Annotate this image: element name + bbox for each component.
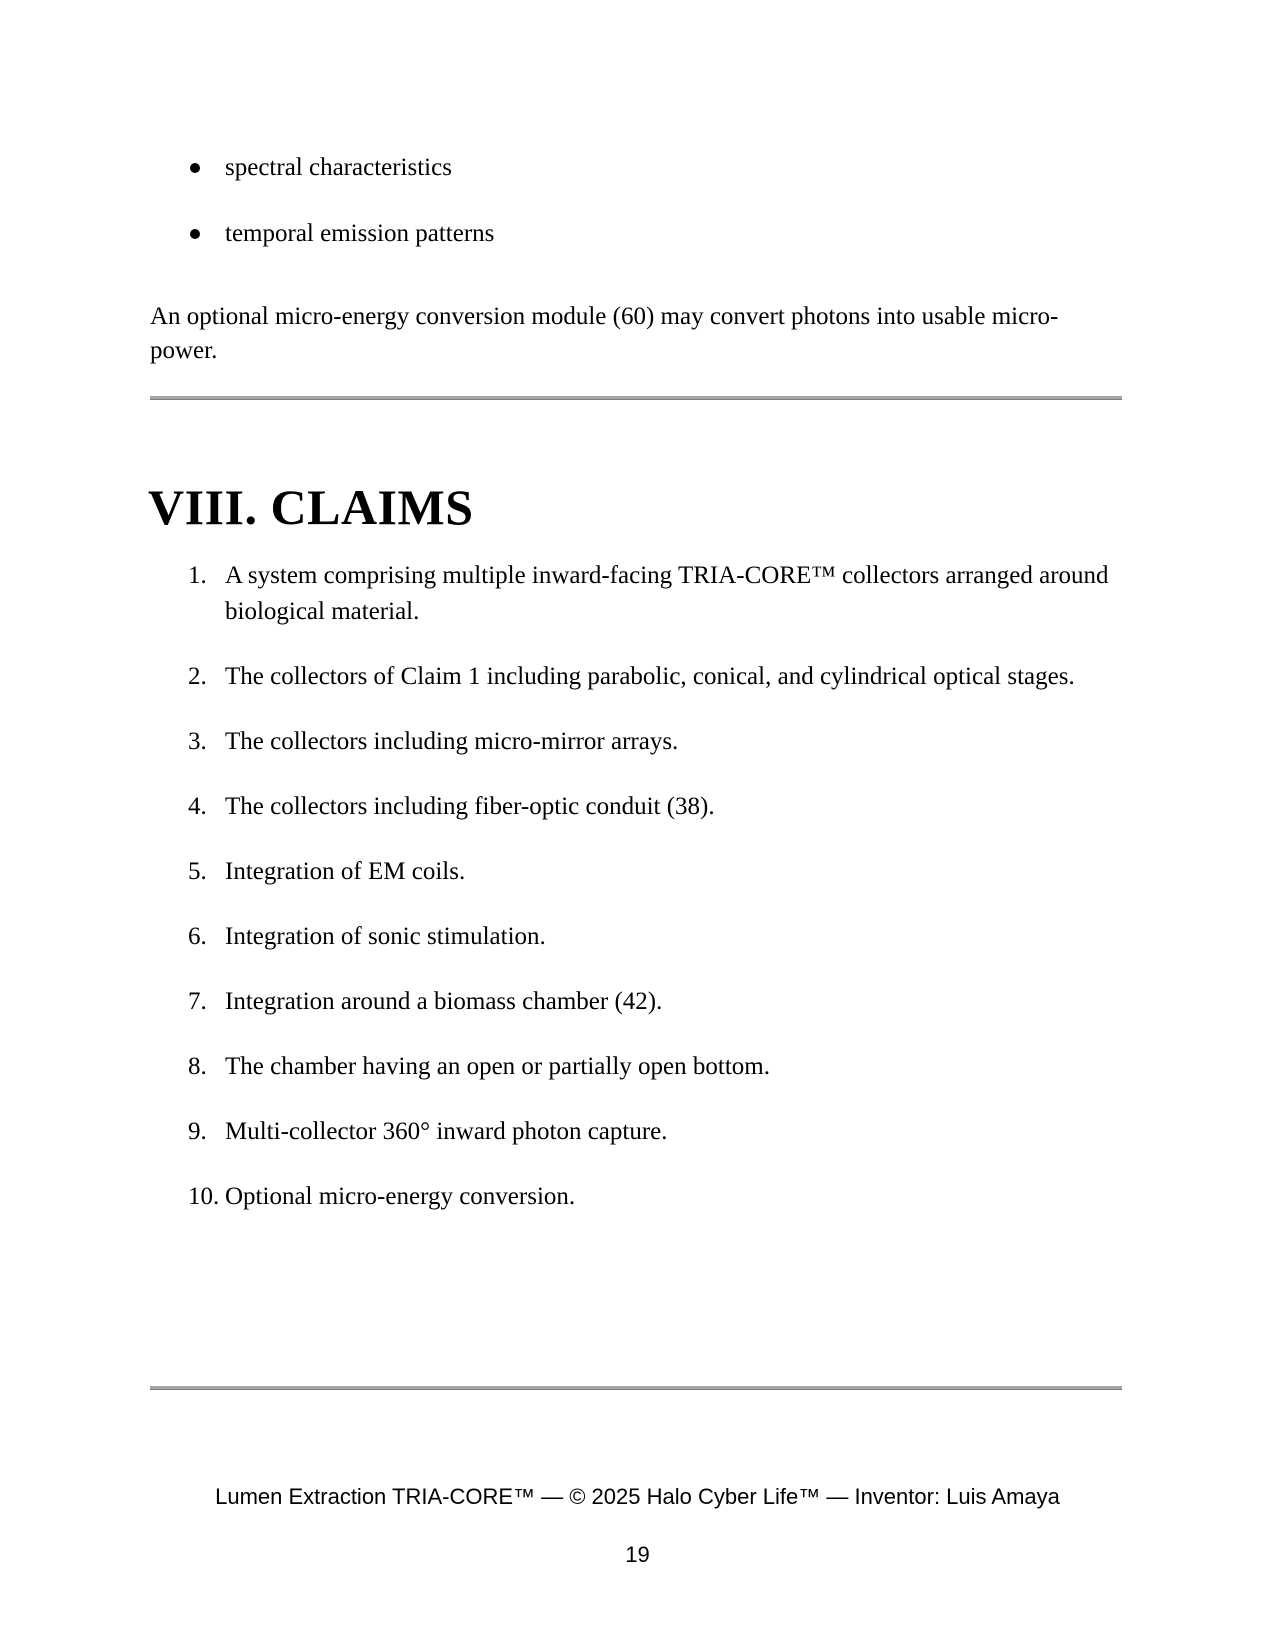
claim-number: 2.	[188, 663, 207, 690]
claim-item	[150, 789, 1125, 825]
claim-text: The collectors including fiber-optic conduit (38).	[225, 793, 715, 820]
claim-text: Integration of sonic stimulation.	[225, 923, 546, 950]
claim-number: 4.	[188, 793, 207, 820]
claim-item	[150, 724, 1125, 760]
claim-item	[150, 984, 1125, 1020]
body-paragraph: An optional micro-energy conversion module (60) may convert photons into usable micro-power.	[150, 303, 1059, 364]
claim-number: 9.	[188, 1118, 207, 1145]
bullet-text: spectral characteristics	[225, 154, 452, 181]
list-item	[150, 150, 1125, 186]
bullet-icon	[190, 163, 200, 173]
claim-text: The chamber having an open or partially open bottom.	[225, 1053, 770, 1080]
claim-text: Multi-collector 360° inward photon capture.	[225, 1118, 668, 1145]
bullet-list	[150, 150, 1125, 282]
claim-item	[150, 1114, 1125, 1150]
claim-item	[150, 854, 1125, 890]
claim-text: Integration around a biomass chamber (42).	[225, 988, 663, 1015]
claim-number: 3.	[188, 728, 207, 755]
bullet-icon	[190, 229, 200, 239]
claim-number: 8.	[188, 1053, 207, 1080]
claim-text: The collectors including micro-mirror arrays.	[225, 728, 679, 755]
claim-number: 10.	[188, 1183, 220, 1210]
claim-text: Optional micro-energy conversion.	[225, 1183, 576, 1210]
claim-text: Integration of EM coils.	[225, 858, 466, 885]
claim-item	[150, 1049, 1125, 1085]
claim-number: 7.	[188, 988, 207, 1015]
claim-item	[150, 919, 1125, 955]
section-divider	[150, 396, 1122, 400]
claim-item	[150, 659, 1125, 695]
claims-list	[150, 558, 1125, 1244]
claim-number: 1.	[188, 562, 207, 589]
claim-item	[150, 558, 1125, 630]
bullet-text: temporal emission patterns	[225, 220, 495, 247]
page-number: 19	[625, 1542, 650, 1567]
section-heading: VIII. CLAIMS	[148, 479, 474, 535]
claim-number: 6.	[188, 923, 207, 950]
claim-item	[150, 1179, 1125, 1215]
claim-text: The collectors of Claim 1 including parabolic, conical, and cylindrical optical stages.	[225, 663, 1075, 690]
footer-line: Lumen Extraction TRIA-CORE™ — © 2025 Halo Cyber Life™ — Inventor: Luis Amaya	[215, 1484, 1060, 1509]
list-item	[150, 216, 1125, 252]
claim-number: 5.	[188, 858, 207, 885]
claim-text: A system comprising multiple inward-facing TRIA-CORE™ collectors arranged around biological material.	[225, 562, 1109, 625]
footer-divider	[150, 1386, 1122, 1390]
